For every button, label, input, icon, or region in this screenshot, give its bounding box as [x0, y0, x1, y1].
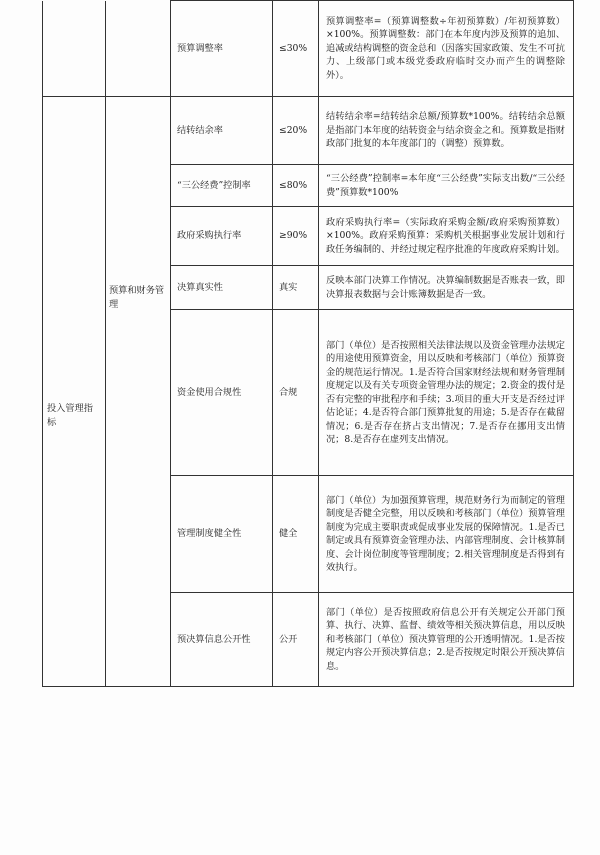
indicator-standard: 合规 — [273, 310, 319, 476]
indicator-description: “三公经费”控制率=本年度“三公经费”实际支出数/“三公经费”预算数*100% — [319, 165, 574, 207]
level1-cell — [43, 165, 106, 207]
indicator-name: 预决算信息公开性 — [171, 593, 273, 687]
indicator-standard: ≥90% — [273, 207, 319, 266]
indicator-table — [42, 0, 574, 687]
table-row — [43, 165, 574, 207]
indicator-standard: 健全 — [273, 476, 319, 593]
level2-cell — [106, 1, 171, 97]
level2-cell — [106, 266, 171, 687]
indicator-standard: 公开 — [273, 593, 319, 687]
table-row — [43, 266, 574, 310]
indicator-name: “三公经费”控制率 — [171, 165, 273, 207]
indicator-description: 反映本部门决算工作情况。决算编制数据是否账表一致，即决算报表数据与会计账簿数据是否一致。 — [319, 266, 574, 310]
indicator-standard: ≤80% — [273, 165, 319, 207]
indicator-standard: 真实 — [273, 266, 319, 310]
indicator-standard: ≤30% — [273, 1, 319, 97]
level1-cell — [43, 207, 106, 266]
indicator-name: 结转结余率 — [171, 97, 273, 165]
indicator-name: 预算调整率 — [171, 1, 273, 97]
table-row — [43, 97, 574, 165]
indicator-description: 部门（单位）是否按照相关法律法规以及资金管理办法规定的用途使用预算资金，用以反映和考核部门（单位）预算资金的规范运行情况。1.是否符合国家财经法规和财务管理制度规定以及有关专项资金管理办法的规定；2.资金的拨付是否有完整的审批程序和手续；3.项目的重大开支是否经过评估论证；4.是否符合部门预算批复的用途；5.是否存在截留情况；6.是否存在挤占支出情况；7.是否存在挪用支出情况；8.是否存在虚列支出情况。 — [319, 310, 574, 476]
indicator-description: 部门（单位）为加强预算管理，规范财务行为而制定的管理制度是否健全完整，用以反映和考核部门（单位）预算管理制度为完成主要职责或促成事业发展的保障情况。1.是否已制定或具有预算资金管理办法、内部管理制度、会计核算制度、会计岗位制度等管理制度；2.相关管理制度是否得到有效执行。 — [319, 476, 574, 593]
indicator-description: 政府采购执行率=（实际政府采购金额/政府采购预算数）×100%。政府采购预算：采购机关根据事业发展计划和行政任务编制的、并经过规定程序批准的年度政府采购计划。 — [319, 207, 574, 266]
indicator-name: 政府采购执行率 — [171, 207, 273, 266]
level1-cell — [43, 1, 106, 97]
level1-cell — [43, 266, 106, 687]
indicator-name: 决算真实性 — [171, 266, 273, 310]
level2-cell — [106, 97, 171, 165]
indicator-name: 管理制度健全性 — [171, 476, 273, 593]
indicator-description: 结转结余率=结转结余总额/预算数*100%。结转结余总额是指部门本年度的结转资金与结余资金之和。预算数是指财政部门批复的本年度部门的（调整）预算数。 — [319, 97, 574, 165]
level2-cell — [106, 165, 171, 207]
level1-label: 投入管理指标 — [47, 403, 93, 428]
level2-label: 预算和财务管理 — [109, 285, 165, 310]
table-row — [43, 1, 574, 97]
table-row — [43, 207, 574, 266]
indicator-name: 资金使用合规性 — [171, 310, 273, 476]
indicator-description: 预算调整率=（预算调整数÷年初预算数）/年初预算数）×100%。预算调整数：部门在本年度内涉及预算的追加、追减或结构调整的资金总和（因落实国家政策、发生不可抗力、上级部门或本级党委政府临时交办而产生的调整除外）。 — [319, 1, 574, 97]
indicator-standard: ≤20% — [273, 97, 319, 165]
level1-cell — [43, 97, 106, 165]
indicator-description: 部门（单位）是否按照政府信息公开有关规定公开部门预算、执行、决算、监督、绩效等相关预决算信息，用以反映和考核部门（单位）预决算管理的公开透明情况。1.是否按规定内容公开预决算信息；2.是否按规定时限公开预决算信息。 — [319, 593, 574, 687]
level2-cell — [106, 207, 171, 266]
